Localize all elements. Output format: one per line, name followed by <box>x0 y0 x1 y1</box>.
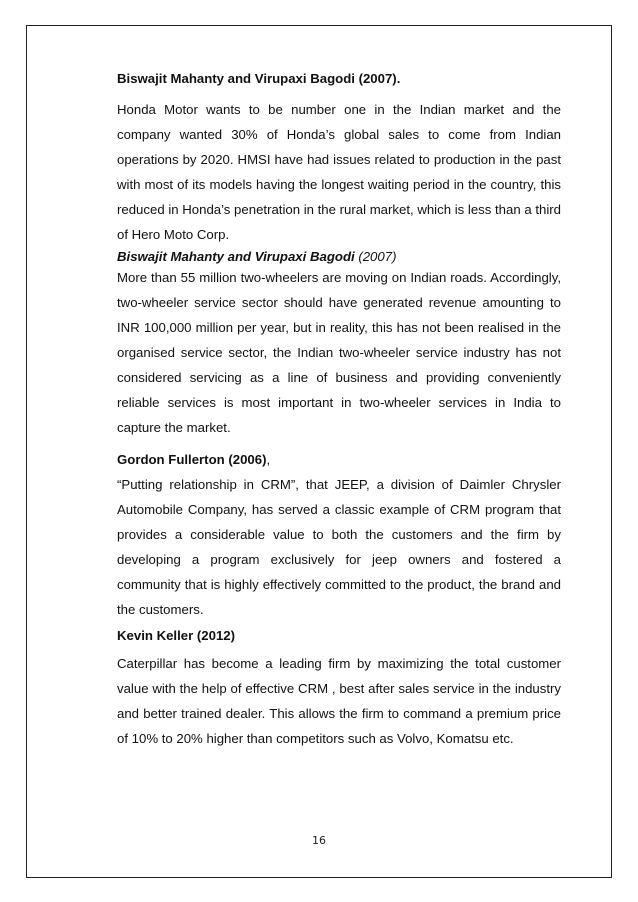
section-paragraph: More than 55 million two-wheelers are moving on Indian roads. Accordingly, two-wheeler service sector should have generated revenue amounting to INR 100,000 million per year, but in reality, this has not been realised in the organised service sector, the Indian two-wheeler service industry has not considered servicing as a line of business and providing conveniently reliable services is most important in two-wheeler services in India to capture the market. <box>117 270 561 435</box>
section-keller-2012-body <box>117 651 561 751</box>
section-mahanty-2007-b <box>117 249 561 265</box>
section-mahanty-2007-b-body <box>117 265 561 440</box>
section-paragraph: Caterpillar has become a leading firm by maximizing the total customer value with the help of effective CRM , best after sales service in the industry and better trained dealer. This allows the firm to command a premium price of 10% to 20% higher than competitors such as Volvo, Komatsu etc. <box>117 656 561 746</box>
section-paragraph: Honda Motor wants to be number one in the Indian market and the company wanted 30% of Honda’s global sales to come from Indian operations by 2020. HMSI have had issues related to production in the past with most of its models having the longest waiting period in the country, this reduced in Honda’s penetration in the rural market, which is less than a third of Hero Moto Corp. <box>117 102 561 242</box>
page-number: 16 <box>312 834 326 847</box>
section-mahanty-2007-a-body <box>117 97 561 247</box>
section-heading: Gordon Fullerton (2006), <box>117 452 271 467</box>
section-keller-2012 <box>117 628 561 644</box>
section-heading: Kevin Keller (2012) <box>117 628 236 643</box>
section-fullerton-2006-body <box>117 472 561 622</box>
section-paragraph: “Putting relationship in CRM”, that JEEP, a division of Daimler Chrysler Automobile Company, has served a classic example of CRM program that provides a considerable value to both the customers and the firm by developing a program exclusively for jeep owners and fostered a community that is highly effectively committed to the product, the brand and the customers. <box>117 477 561 617</box>
section-heading: Biswajit Mahanty and Virupaxi Bagodi (2007). <box>117 71 401 86</box>
section-heading: Biswajit Mahanty and Virupaxi Bagodi (2007) <box>117 249 397 264</box>
section-mahanty-2007-a <box>117 71 561 87</box>
section-fullerton-2006 <box>117 452 561 468</box>
